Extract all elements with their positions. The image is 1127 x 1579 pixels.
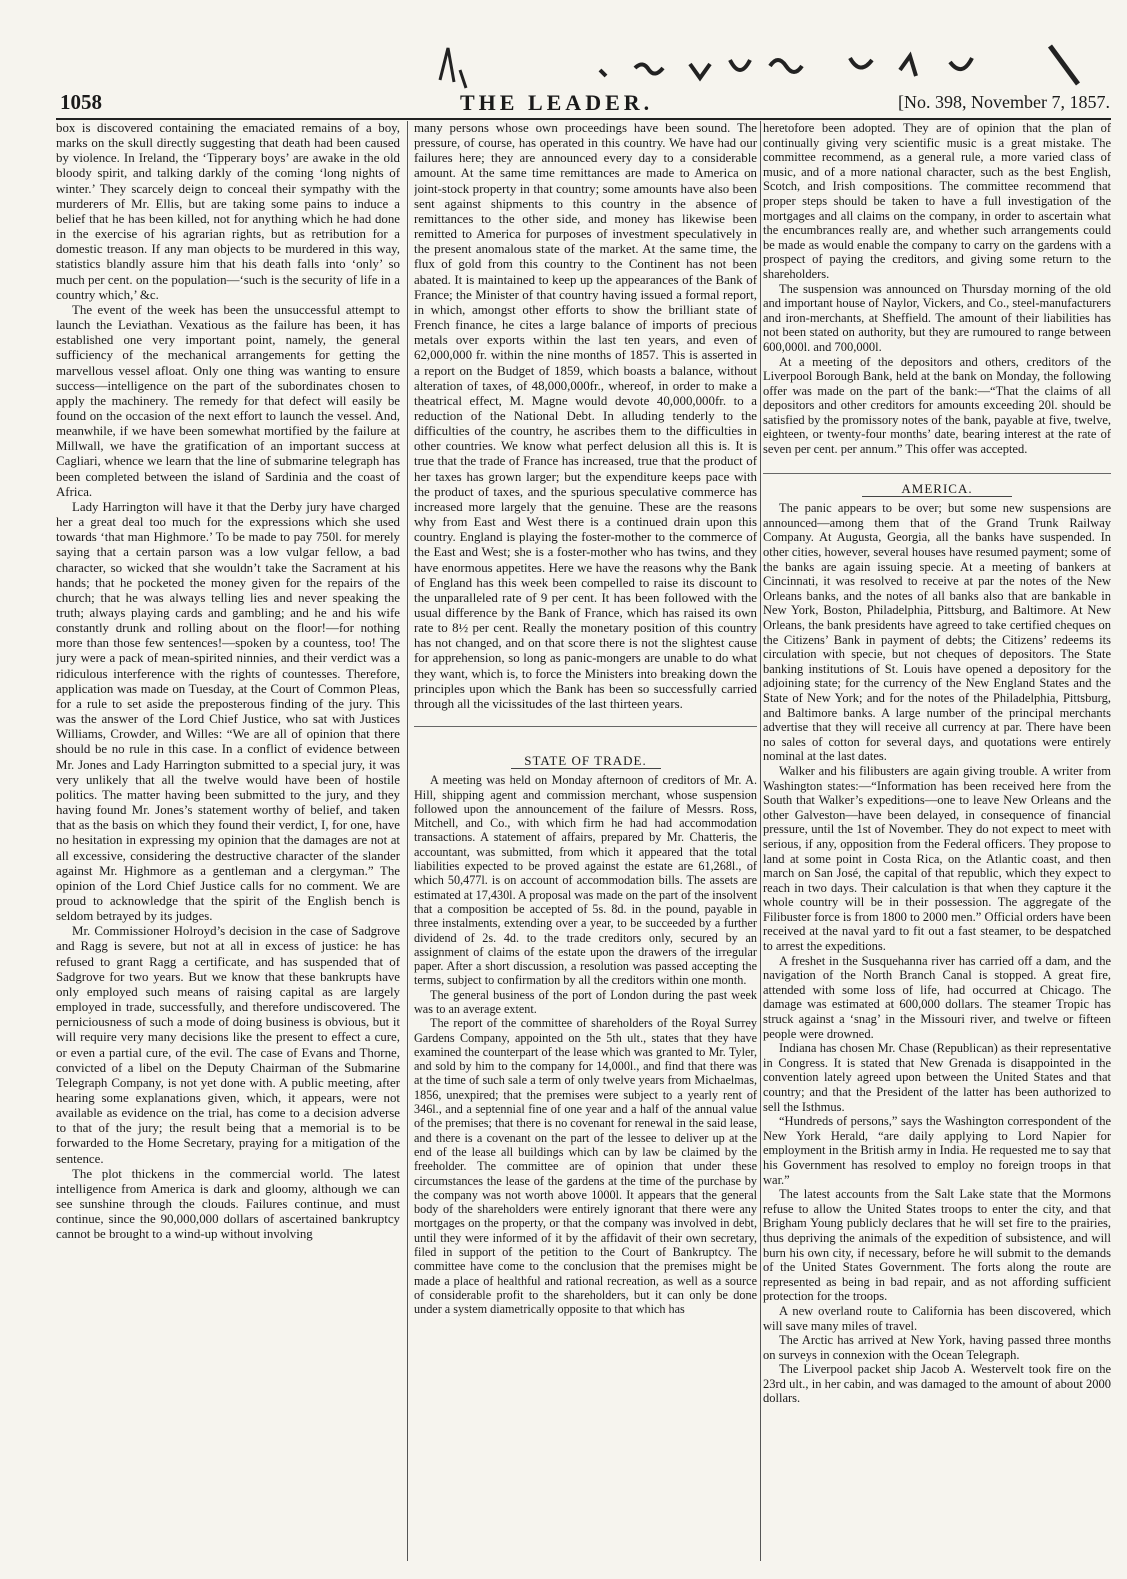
paragraph: The suspension was announced on Thursday morning of the old and important house of Naylor, Vickers, and Co., steel-manufacturers and iron-merchants, at Sheffield. The amount of their liabilities has not been stated on authority, but they are rumoured to range between 600,000l. and 700,000l. (763, 281, 1111, 354)
column-left (56, 121, 400, 1566)
page-header (60, 90, 1110, 118)
section-heading-state-of-trade: STATE OF TRADE. (524, 753, 647, 769)
paragraph: The event of the week has been the unsuccessful attempt to launch the Leviathan. Vexatious as the failure has been, it has established one very important point, namely, the general sufficiency of the mechanical arrangements for getting the marvellous vessel afloat. Only one thing was wanting to ensure success—intelligence on the part of the subordinates chosen to apply the machinery. The remedy for that defect will easily be found on the occasion of the next effort to launch the vessel. And, meanwhile, if we have been somewhat mortified by the failure at Millwall, we have the gratification of an important success at Cagliari, whence we learn that the line of submarine telegraph has been completed between the island of Sardinia and the coast of Africa. (56, 302, 400, 499)
paragraph: Mr. Commissioner Holroyd’s decision in the case of Sadgrove and Ragg is severe, but not at all in excess of justice: he has refused to grant Ragg a certificate, and has suspended that of Sadgrove for two years. But we know that these bankrupts have only employed such means of raising capital as are largely employed in trade, successfully, and therefore undiscovered. The perniciousness of such a mode of doing business is obvious, but it will require very many decisions like the present to effect a cure, or even a partial cure, of the evil. The case of Evans and Thorne, convicted of a libel on the Deputy Chairman of the Submarine Telegraph Company, is not yet done with. A public meeting, after hearing some explanations given, which, it appears, were not available as evidence on the trial, has come to a decision adverse to that of the jury; the result being that a memorial is to be forwarded to the Home Secretary, praying for a mitigation of the sentence. (56, 924, 400, 1166)
paragraph: A new overland route to California has been discovered, which will save many miles of travel. (763, 1303, 1111, 1333)
paragraph: Indiana has chosen Mr. Chase (Republican) as their representative in Congress. It is stated that New Grenada is disappointed in the convention lately agreed upon between the United States and that country; and that the President of the latter has been authorized to sell the Isthmus. (763, 1041, 1111, 1114)
column-divider (407, 121, 408, 1561)
paragraph: The general business of the port of London during the past week was to an average extent. (414, 987, 757, 1016)
paragraph: “Hundreds of persons,” says the Washington correspondent of the New York Herald, “are daily applying to Lord Napier for employment in the British army in India. He requested me to say that his Government has resolved to employ no foreign troops in that war.” (763, 1114, 1111, 1187)
issue-date: [No. 398, November 7, 1857. (898, 92, 1110, 112)
paragraph: The latest accounts from the Salt Lake state that the Mormons refuse to allow the United States troops to enter the city, and that Brigham Young publicly declares that he will set fire to the prairies, thus depriving the animals of the expedition of subsistence, and will burn his own city, if necessary, before he will submit to the demands of the United States Government. The forts along the route are represented as being in bad repair, and as not affording sufficient protection for the troops. (763, 1187, 1111, 1304)
column-middle (414, 121, 757, 1566)
paragraph: The Liverpool packet ship Jacob A. Westervelt took fire on the 23rd ult., in her cabin, and was damaged to the amount of about 2000 dollars. (763, 1362, 1111, 1406)
paragraph: Lady Harrington will have it that the Derby jury have charged her a great deal too much for the expressions which she used towards ‘that man Highmore.’ To be made to pay 750l. for merely saying that a certain parson was a low vulgar fellow, a bad character, so wicked that she wouldn’t take the Sacrament at his hands; that he pocketed the money given for the repairs of the church; that he was always telling lies and never speaking the truth; always playing cards and gambling; and he and his wife constantly drunk and rolling about on the floor!—for nothing more than those few sentences!—spoken by a countess, too! The jury were a pack of mean-spirited ninnies, and their verdict was a ridiculous interference with the rights of countesses. Therefore, application was made on Tuesday, at the Court of Common Pleas, for a rule to set aside the preposterous finding of the jury. This was the answer of the Lord Chief Justice, who sat with Justices Williams, Crowder, and Willes: “We are all of opinion that there should be no rule in this case. In a conflict of evidence between Mr. Jones and Lady Harrington submitted to a special jury, it was very unlikely that all the twelve would have been of hostile politics. The matter having been submitted to the jury, and they having found Mr. Jones’s statement worthy of belief, and taken that as the basis on which they found their verdict, I, for one, have no hesitation in expressing my opinion that the damages are not at all excessive, considering the destructive character of the slander against Mr. Highmore as a gentleman and a clergyman.” The opinion of the Lord Chief Justice calls for no comment. We are proud to acknowledge that the spirit of the English bench is seldom betrayed by its judges. (56, 499, 400, 924)
header-rule (56, 118, 1111, 120)
page-number: 1058 (60, 90, 102, 114)
column-right (763, 121, 1111, 1566)
paragraph: The Arctic has arrived at New York, having passed three months on surveys in connexion with the Ocean Telegraph. (763, 1333, 1111, 1362)
column-divider (760, 121, 761, 1561)
section-heading-america: AMERICA. (901, 480, 973, 496)
paragraph: A meeting was held on Monday afternoon of creditors of Mr. A. Hill, shipping agent and commission merchant, whose suspension followed upon the announcement of the failure of Messrs. Ross, Mitchell, and Co., with which firm he had had accommodation transactions. A statement of affairs, prepared by Mr. Chatteris, the accountant, was submitted, from which it appeared that the total liabilities expected to be proved against the estate are 61,268l., of which 50,477l. is on account of accommodation bills. The assets are estimated at 17,430l. A proposal was made on the part of the insolvent that a composition be accepted of 5s. 8d. in the pound, payable in three instalments, extending over a year, to be succeeded by a further dividend of 2s. 4d. to the trade creditors only, secured by an assignment of claims of the estate upon the drawers of the irregular paper. After a short discussion, a resolution was passed accepting the terms, subject to confirmation by all the creditors within one month. (414, 773, 757, 988)
paragraph: The plot thickens in the commercial world. The latest intelligence from America is dark and gloomy, although we can see sunshine through the clouds. Failures continue, and must continue, since the 90,000,000 dollars of ascertained bankruptcy cannot be brought to a wind-up without involving (56, 1166, 400, 1242)
paragraph: heretofore been adopted. They are of opinion that the plan of continually giving very scientific music is a great mistake. The committee recommend, as a general rule, a more varied class of music, and of a more national character, such as the best English, Scotch, and Irish compositions. The committee recommend that proper steps should be taken to have a full investigation of the mortgages and all claims on the company, in order to ascertain what the encumbrances really are, and whether such arrangements could be made as would enable the company to carry on the gardens with a prospect of paying the creditors, and giving some return to the shareholders. (763, 121, 1111, 281)
paragraph: box is discovered containing the emaciated remains of a boy, marks on the skull directly suggesting that death had been caused by violence. In Ireland, the ‘Tipperary boys’ are awake in the old bloody spirit, and talking darkly of the coming ‘long nights of winter.’ They scarcely deign to conceal their sympathy with the murderers of Mr. Ellis, but are taking some pains to induce a belief that he has been killed, not for anything which he had done in the exercise of his agrarian rights, but as retribution for a domestic treason. If any man objects to be murdered in this way, statistics blandly assure him that his death falls into ‘only’ so much per cent. on the population—‘such is the security of life in a country which,’ &c. (56, 121, 400, 302)
paragraph: Walker and his filibusters are again giving trouble. A writer from Washington states:—“Information has been received here from the South that Walker’s expeditions—one to leave New Orleans and the other Galveston—have been delayed, in consequence of financial pressure, until the 1st of November. They do not expect to meet with serious, if any, opposition from the Federal officers. They propose to land at some point in Costa Rica, on the Atlantic coast, and then march on San José, the capital of that republic, which they expect to reach in two days. Their calculation is that when they capture it the whole country will be in their possession. The aggregate of the Filibuster force is from 1800 to 2000 men.” Official orders have been received at the naval yard to fit out a fast steamer, to be despatched to arrest the expeditions. (763, 763, 1111, 954)
paragraph: The report of the committee of shareholders of the Royal Surrey Gardens Company, appointed on the 5th ult., states that they have examined the counterpart of the lease which was granted to Mr. Tyler, and sold by him to the company for 14,000l., and find that there was at the time of such sale a term of only twelve years from Michaelmas, 1856, unexpired; that the premises were subject to a yearly rent of 346l., and a septennial fine of one year and a half of the annual value of the premises; that there is no covenant for renewal in the said lease, and there is a covenant on the part of the lessee to deliver up at the end of the lease all buildings which can by law be claimed by the freeholder. The committee are of opinion that under these circumstances the lease of the gardens at the time of the purchase by the company was not worth above 1000l. It appears that the general body of the shareholders were entirely ignorant that there were any mortgages on the property, or that the company was involved in debt, until they were informed of it by the affidavit of their own secretary, filed in support of the petition to the Court of Bankruptcy. The committee have come to the conclusion that the premises might be made a place of healthful and rational recreation, as well as a source of considerable profit to the shareholders, but it can only be done under a system diametrically opposite to that which has (414, 1016, 757, 1317)
masthead-title: THE LEADER. (460, 90, 654, 115)
paragraph: At a meeting of the depositors and others, creditors of the Liverpool Borough Bank, held at the bank on Monday, the following offer was made on the part of the bank:—“That the claims of all depositors and other creditors for amounts exceeding 20l. should be satisfied by the promissory notes of the bank, payable at five, twelve, eighteen, or twenty-four months’ date, bearing interest at the rate of seven per cent. per annum.” This offer was accepted. (763, 354, 1111, 457)
paragraph: The panic appears to be over; but some new suspensions are announced—among them that of the Grand Trunk Railway Company. At Augusta, Georgia, all the banks have suspended. In other cities, however, several houses have resumed payment; some of the banks are again issuing specie. At a meeting of bankers at Cincinnati, it was resolved to receive at par the notes of the New Orleans banks, and the notes of all banks also that are bankable in New York, Boston, Philadelphia, Pittsburg, and Baltimore. At New Orleans, the bank presidents have agreed to take certified cheques on the Citizens’ Bank in payment of debts; the Citizens’ redeems its circulation with specie, but not cheques of depositors. The State banking institutions of St. Louis have opened a depository for the adjoining state; for the currency of the New England States and the State of New York; and for the notes of the Philadelphia, Pittsburg, and Baltimore banks. A large number of the principal merchants advertise that they will receive all currency at par. There have been no sales of cotton for several days, and quotations were entirely nominal at the last dates. (763, 501, 1111, 764)
paragraph: A freshet in the Susquehanna river has carried off a dam, and the navigation of the North Branch Canal is stopped. A great fire, attended with some loss of life, had occurred at Chicago. The damage was estimated at 600,000 dollars. The steamer Tropic has struck against a ‘snag’ in the Missouri river, and twelve or fifteen people were drowned. (763, 953, 1111, 1041)
paragraph: many persons whose own proceedings have been sound. The pressure, of course, has operated in this country. We have had our failures here; they are announced every day to a considerable amount. At the same time remittances are made to America on joint-stock property in that country; some amounts have also been sent against shipments to this country in the absence of remittances to the other side, and money has likewise been remitted to America for purposes of investment speculatively in the present anomalous state of the market. At the same time, the flux of gold from this country to the Continent has not been abated. It is maintained to keep up the appearances of the Bank of France; the Minister of that country having issued a formal report, in which, amongst other efforts to show the brilliant state of French finance, he cites a large balance of imports of precious metals over exports within the last ten years, and even of 62,000,000 fr. within the nine months of 1857. This is asserted in a report on the Budget of 1859, which boasts a balance, without alteration of taxes, of 48,000,000fr., whereof, in order to make a theatrical effect, M. Magne would devote 40,000,000fr. to a reduction of the National Debt. In alluding tenderly to the difficulties of the country, he ascribes them to the difficulties in other countries. We know what perfect delusion all this is. It is true that the trade of France has increased, true that the product of her taxes has grown larger; but the expenditure keeps pace with the product of taxes, and the spurious speculative commerce has increased more largely that the genuine. These are the reasons why from East and West there is a continued drain upon this country. England is playing the foster-mother to the commerce of the East and West; she is a foster-mother who has twins, and they have enormous appetites. Here we have the reasons why the Bank of England has this week been compelled to raise its discount to the unparalleled rate of 9 per cent. It has been followed with the usual difference by the Bank of France, which has raised its own rate to 8½ per cent. Really the monetary position of this country has not changed, and on that score there is not the slightest cause for apprehension, so long as panic-mongers are unable to do what they want, which is, to force the Ministers into breaking down the principles upon which the Bank has been so successfully carried through all the vicissitudes of the last thirteen years. (414, 121, 757, 711)
